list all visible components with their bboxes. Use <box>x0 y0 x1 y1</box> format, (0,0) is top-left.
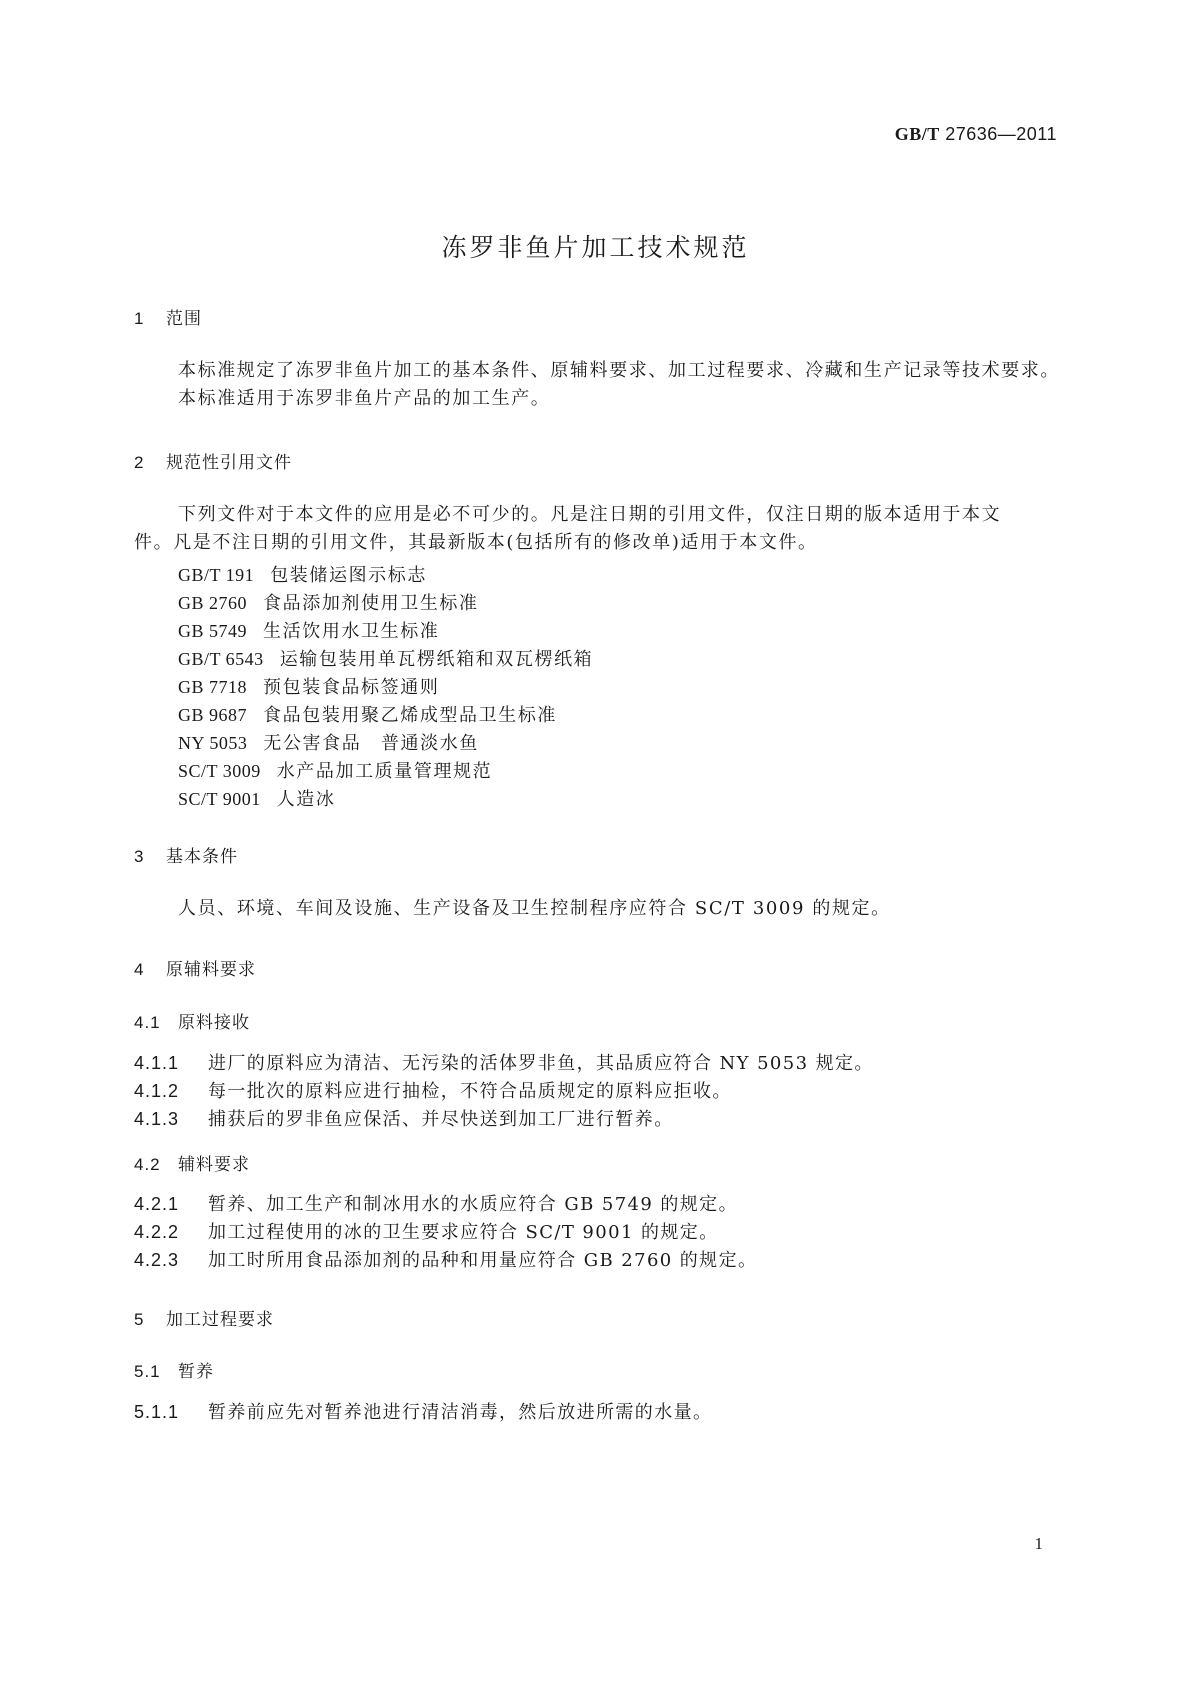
section-5-title: 加工过程要求 <box>166 1310 274 1330</box>
section-3-heading <box>134 842 238 867</box>
section-2-intro-line-2: 件。凡是不注日期的引用文件，其最新版本(包括所有的修改单)适用于本文件。 <box>134 532 818 553</box>
standard-code <box>895 124 1057 145</box>
reference-item <box>178 729 479 755</box>
subsection-4-1-title: 原料接收 <box>178 1013 250 1033</box>
reference-item <box>178 589 479 615</box>
standard-code-number: 27636—2011 <box>945 124 1057 144</box>
reference-code: GB 5749 <box>178 621 248 641</box>
section-1-paragraph-1: 本标准规定了冻罗非鱼片加工的基本条件、原辅料要求、加工过程要求、冷藏和生产记录等技术要求。 <box>178 360 1060 381</box>
subsection-4-1-number: 4.1 <box>134 1013 161 1032</box>
clause-text: 加工时所用食品添加剂的品种和用量应符合 GB 2760 的规定。 <box>208 1250 758 1271</box>
clause-text: 捕获后的罗非鱼应保活、并尽快送到加工厂进行暂养。 <box>208 1109 674 1130</box>
document-title: 冻罗非鱼片加工技术规范 <box>441 233 750 262</box>
section-1-title: 范围 <box>166 309 202 329</box>
standard-code-prefix: GB/T <box>894 124 940 144</box>
reference-code: SC/T 9001 <box>178 789 261 809</box>
section-3-title: 基本条件 <box>166 847 238 867</box>
subsection-4-2-heading <box>134 1150 250 1175</box>
reference-code: SC/T 3009 <box>178 761 261 781</box>
section-2-heading <box>134 448 292 473</box>
clause-text: 进厂的原料应为清洁、无污染的活体罗非鱼，其品质应符合 NY 5053 规定。 <box>208 1053 874 1074</box>
reference-name: 食品包装用聚乙烯成型品卫生标准 <box>263 705 558 726</box>
clause-5-1-1 <box>134 1398 712 1424</box>
clause-number: 4.1.1 <box>134 1053 180 1073</box>
clause-number: 4.2.2 <box>134 1222 180 1242</box>
subsection-4-1-heading <box>134 1008 250 1033</box>
section-3-paragraph: 人员、环境、车间及设施、生产设备及卫生控制程序应符合 SC/T 3009 的规定。 <box>178 898 891 919</box>
subsection-4-2-title: 辅料要求 <box>178 1155 250 1175</box>
reference-code: GB 9687 <box>178 705 248 725</box>
reference-name: 水产品加工质量管理规范 <box>276 761 493 782</box>
reference-name: 食品添加剂使用卫生标准 <box>263 593 479 614</box>
clause-4-2-3 <box>134 1246 757 1272</box>
section-4-number: 4 <box>134 960 145 979</box>
section-1-paragraph-2: 本标准适用于冻罗非鱼片产品的加工生产。 <box>178 388 551 409</box>
reference-name: 无公害食品 普通淡水鱼 <box>263 733 479 754</box>
section-1-heading <box>134 304 202 329</box>
clause-number: 5.1.1 <box>134 1402 180 1422</box>
clause-4-2-2 <box>134 1218 719 1244</box>
clause-number: 4.1.2 <box>134 1081 180 1101</box>
section-2-intro-line-1: 下列文件对于本文件的应用是必不可少的。凡是注日期的引用文件，仅注日期的版本适用于本文 <box>178 504 1002 525</box>
reference-item <box>178 701 557 727</box>
section-1-number: 1 <box>134 309 145 328</box>
section-2-title: 规范性引用文件 <box>166 453 292 473</box>
section-4-title: 原辅料要求 <box>166 960 256 980</box>
subsection-5-1-title: 暂养 <box>178 1362 214 1382</box>
subsection-5-1-number: 5.1 <box>134 1362 161 1381</box>
section-5-number: 5 <box>134 1310 145 1329</box>
reference-code: GB 2760 <box>178 593 248 613</box>
section-4-heading <box>134 955 256 980</box>
reference-item <box>178 785 336 811</box>
clause-4-1-2 <box>134 1077 732 1103</box>
reference-name: 包装储运图示标志 <box>270 565 427 586</box>
reference-code: NY 5053 <box>178 733 248 753</box>
reference-name: 预包装食品标签通则 <box>263 677 440 698</box>
reference-code: GB 7718 <box>178 677 248 697</box>
clause-4-1-3 <box>134 1105 674 1131</box>
reference-name: 生活饮用水卫生标准 <box>263 621 440 642</box>
page-number: 1 <box>1034 1534 1043 1553</box>
reference-item <box>178 757 492 783</box>
section-3-number: 3 <box>134 847 145 866</box>
reference-item <box>178 673 439 699</box>
reference-name: 运输包装用单瓦楞纸箱和双瓦楞纸箱 <box>279 649 594 670</box>
section-2-number: 2 <box>134 453 145 472</box>
reference-item <box>178 561 427 587</box>
subsection-5-1-heading <box>134 1357 214 1382</box>
reference-name: 人造冰 <box>276 789 336 810</box>
reference-item <box>178 645 593 671</box>
clause-number: 4.2.1 <box>134 1194 180 1214</box>
clause-text: 加工过程使用的冰的卫生要求应符合 SC/T 9001 的规定。 <box>208 1222 719 1243</box>
reference-code: GB/T 6543 <box>178 649 264 669</box>
clause-text: 暂养、加工生产和制冰用水的水质应符合 GB 5749 的规定。 <box>208 1194 738 1215</box>
clause-text: 暂养前应先对暂养池进行清洁消毒，然后放进所需的水量。 <box>208 1402 713 1423</box>
clause-number: 4.1.3 <box>134 1109 180 1129</box>
section-5-heading <box>134 1305 274 1330</box>
reference-code: GB/T 191 <box>178 565 255 585</box>
clause-4-1-1 <box>134 1049 874 1075</box>
clause-number: 4.2.3 <box>134 1250 180 1270</box>
reference-item <box>178 617 439 643</box>
clause-4-2-1 <box>134 1190 738 1216</box>
clause-text: 每一批次的原料应进行抽检，不符合品质规定的原料应拒收。 <box>208 1081 732 1102</box>
subsection-4-2-number: 4.2 <box>134 1155 161 1174</box>
